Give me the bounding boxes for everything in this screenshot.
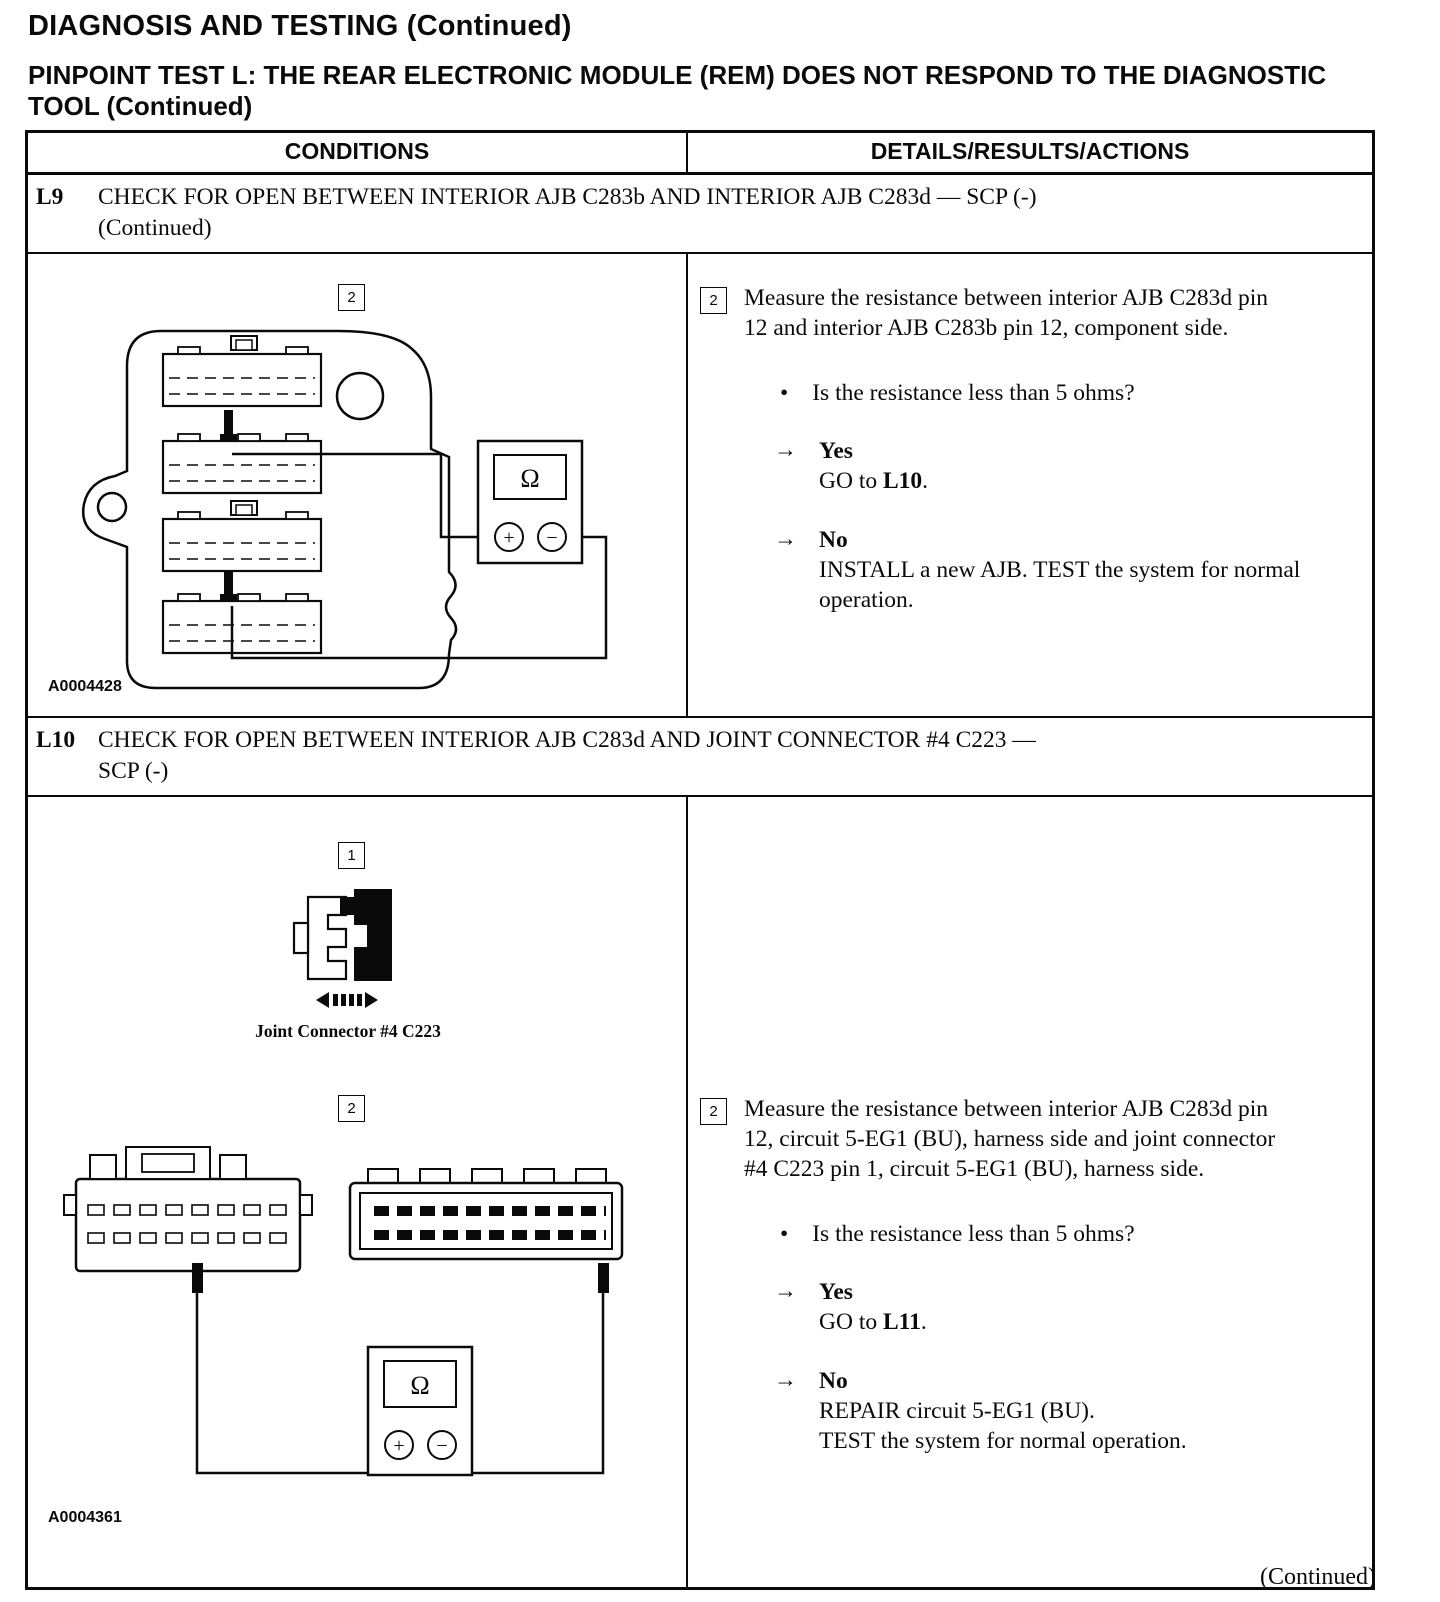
l9-yes-action — [819, 467, 928, 497]
figure-id-label: A0004361 — [48, 1509, 122, 1527]
l9-yes-action-post: . — [922, 467, 929, 494]
joint-connector-resistance-diagram — [28, 797, 688, 1587]
table-header-conditions: CONDITIONS — [28, 133, 688, 172]
page-subtitle: PINPOINT TEST L: THE REAR ELECTRONIC MODULE (REM) DOES NOT RESPOND TO THE DIAGNOSTIC TOOL (Continued) — [28, 60, 1327, 122]
l9-no-result — [774, 526, 1352, 616]
section-l10-header — [28, 718, 1372, 797]
plus-terminal-icon: + — [503, 527, 515, 550]
probe-pin-c283d-icon — [220, 410, 237, 440]
l10-details-cell — [688, 797, 1372, 1587]
connector-row-3 — [163, 501, 321, 571]
l10-no-action-line2: TEST the system for normal operation. — [819, 1428, 1187, 1455]
arrow-icon: → — [774, 526, 797, 552]
l10-no-result — [774, 1367, 1352, 1457]
ohmmeter-icon — [368, 1347, 472, 1475]
bullet-icon: • — [780, 379, 789, 406]
connector-row-1 — [163, 336, 321, 406]
row-l9-content — [28, 254, 1372, 718]
l10-question-text: Is the resistance less than 5 ohms? — [812, 1220, 1135, 1247]
pinpoint-test-table — [25, 130, 1375, 1590]
l10-yes-action-target: L11 — [882, 1308, 921, 1335]
l10-conditions-cell — [28, 797, 688, 1587]
connector-row-4 — [163, 594, 321, 653]
arrow-icon: → — [774, 436, 797, 462]
mating-direction-arrow-icon — [316, 992, 378, 1008]
page-title: DIAGNOSIS AND TESTING (Continued) — [28, 10, 572, 42]
l10-yes-action — [819, 1308, 927, 1338]
l9-yes-result — [774, 437, 1352, 497]
l10-diagram-step2-badge: 2 — [338, 1095, 365, 1122]
probe-pin-left-icon — [192, 1263, 203, 1293]
table-header-details: DETAILS/RESULTS/ACTIONS — [870, 138, 1190, 164]
l10-step-row — [700, 1095, 1352, 1185]
section-l9-title-line1: CHECK FOR OPEN BETWEEN INTERIOR AJB C283b AND INTERIOR AJB C283d — SCP (-) — [98, 184, 1037, 210]
l9-no-label: No — [819, 527, 848, 554]
ohm-symbol: Ω — [410, 1371, 430, 1401]
l9-diagram-step-badge: 2 — [338, 284, 365, 311]
probe-pin-c283b-icon — [220, 570, 237, 600]
section-l9-title — [98, 182, 1037, 243]
l10-yes-action-pre: GO to — [819, 1308, 883, 1335]
row-l10-content — [28, 797, 1372, 1587]
table-header-row — [28, 133, 1372, 175]
joint-connector-caption: Joint Connector #4 C223 — [255, 1021, 441, 1042]
l9-yes-action-target: L10 — [882, 467, 923, 494]
ohmmeter-icon — [478, 441, 582, 563]
l9-details-cell — [688, 254, 1372, 716]
section-l10-id: L10 — [36, 727, 76, 754]
l9-conditions-cell — [28, 254, 688, 716]
arrow-icon: → — [774, 1277, 797, 1303]
l9-no-action: INSTALL a new AJB. TEST the system for normal operation. — [819, 557, 1301, 614]
l10-instruction-text: Measure the resistance between interior AJB C283d pin 12, circuit 5-EG1 (BU), harness side and joint connector #4 C223 pin 1, circuit 5-EG1 (BU), harness side. — [744, 1096, 1276, 1182]
joint-connector-icon — [294, 889, 392, 981]
section-l10-title-line1: CHECK FOR OPEN BETWEEN INTERIOR AJB C283d AND JOINT CONNECTOR #4 C223 — — [98, 727, 1036, 754]
section-l10-title-line2: SCP (-) — [98, 757, 169, 784]
minus-terminal-icon: − — [436, 1435, 448, 1458]
l10-diagram-step1-badge: 1 — [338, 842, 365, 869]
footer-continued: (Continued) — [1260, 1564, 1376, 1590]
ajb-mount-hole-small — [98, 493, 126, 521]
section-l9-header — [28, 175, 1372, 254]
plus-terminal-icon: + — [393, 1435, 405, 1458]
ohm-symbol: Ω — [520, 464, 540, 494]
connector-row-2 — [163, 434, 321, 493]
minus-terminal-icon: − — [546, 527, 558, 550]
l10-no-action-line1: REPAIR circuit 5-EG1 (BU). — [819, 1398, 1095, 1425]
section-l9-title-line2: (Continued) — [98, 214, 212, 241]
section-l10-title — [98, 725, 1036, 786]
l9-instruction-text: Measure the resistance between interior AJB C283d pin 12 and interior AJB C283b pin 12, component side. — [744, 285, 1269, 341]
figure-id-label: A0004428 — [48, 678, 122, 696]
l9-yes-action-pre: GO to — [819, 467, 883, 494]
arrow-icon: → — [774, 1367, 797, 1393]
l10-step-badge: 2 — [700, 1098, 727, 1125]
bullet-icon: • — [780, 1220, 789, 1247]
l9-step-row — [700, 284, 1352, 344]
section-l9-id: L9 — [36, 184, 64, 210]
ajb-mount-hole-large — [337, 373, 383, 419]
l9-question-text: Is the resistance less than 5 ohms? — [812, 379, 1135, 406]
l9-step-badge: 2 — [700, 287, 727, 314]
l10-question-row — [780, 1221, 1352, 1248]
l10-no-label: No — [819, 1368, 848, 1395]
l10-yes-action-post: . — [920, 1308, 927, 1335]
probe-pin-right-icon — [598, 1263, 609, 1293]
l9-yes-label: Yes — [819, 437, 853, 464]
l10-yes-result — [774, 1278, 1352, 1338]
l9-question-row — [780, 380, 1352, 407]
ajb-resistance-diagram — [28, 254, 688, 716]
l10-yes-label: Yes — [819, 1278, 853, 1305]
